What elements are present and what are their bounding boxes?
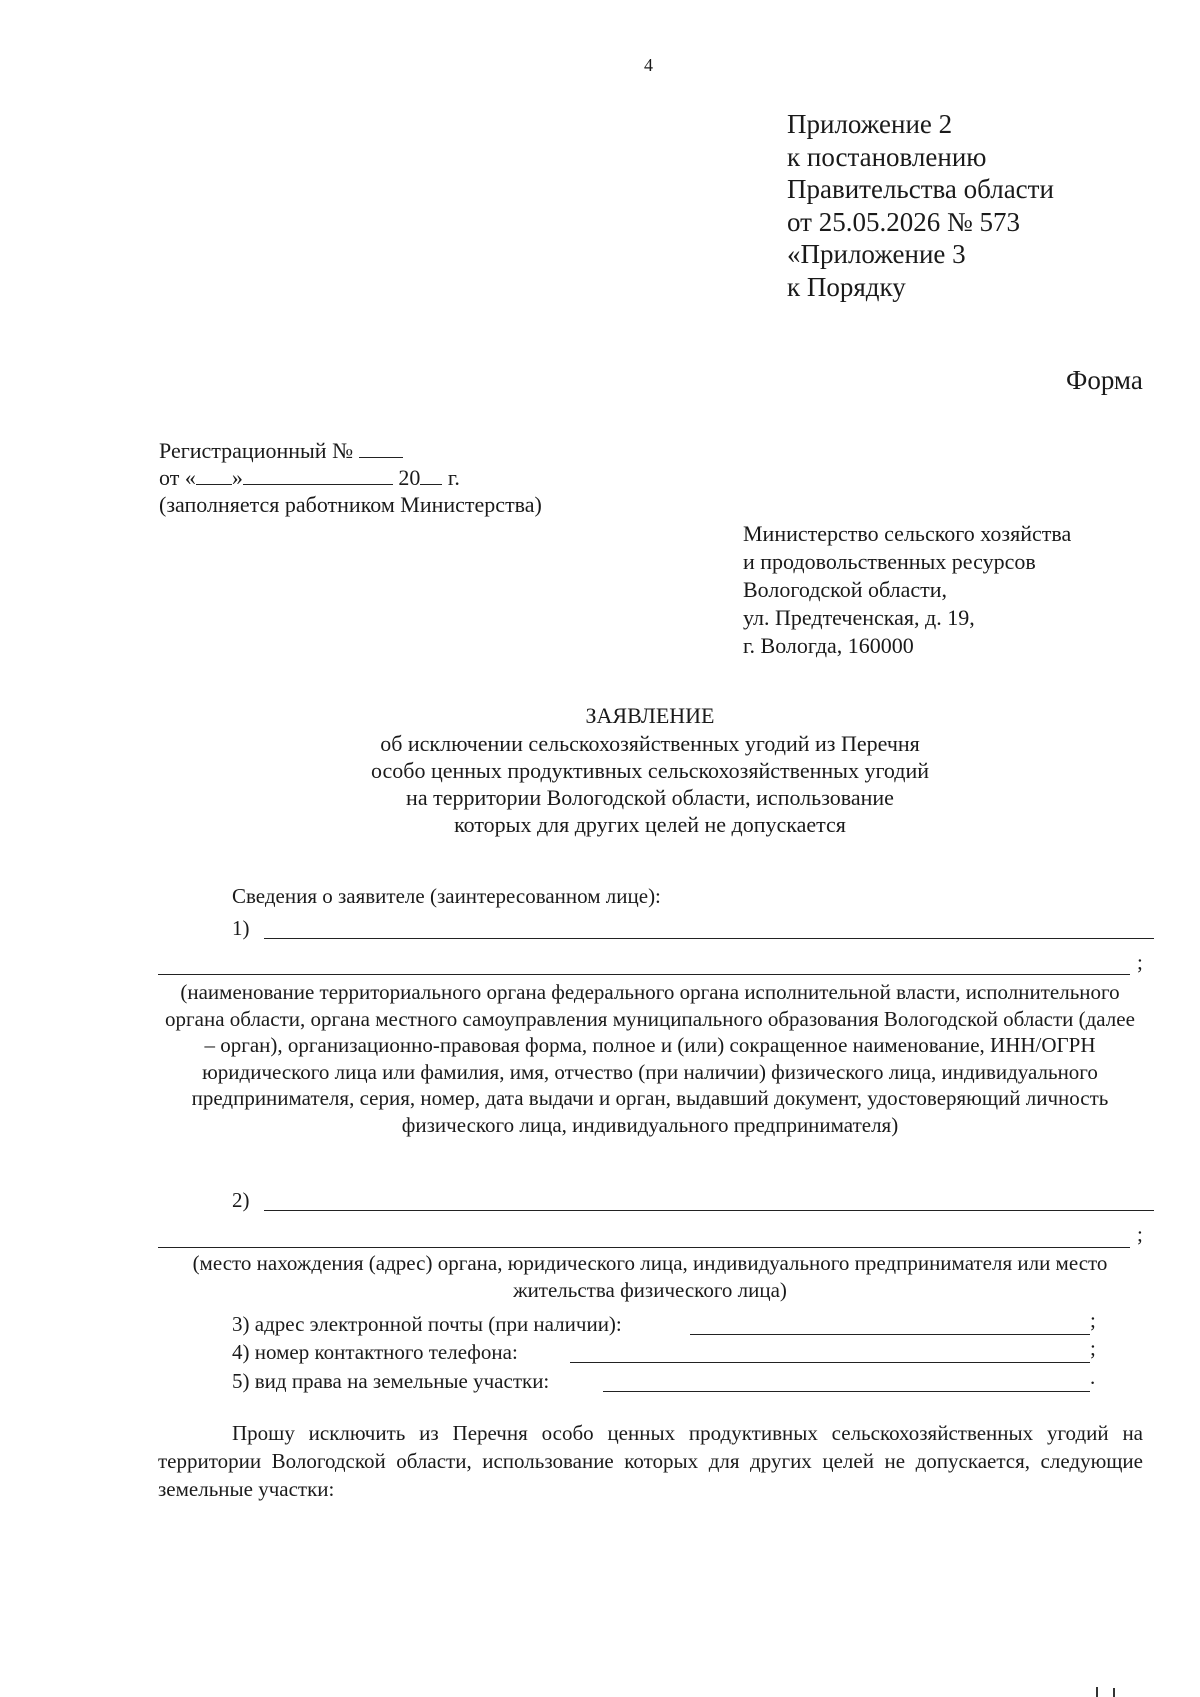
- item1-semicolon: ;: [1137, 950, 1143, 974]
- item2-number: 2): [232, 1188, 250, 1212]
- registration-number-blank: [359, 456, 403, 458]
- applicant-section-label: Сведения о заявителе (заинтересованном лице):: [232, 884, 661, 908]
- item4-label: 4) номер контактного телефона:: [232, 1340, 518, 1364]
- subtitle-line-2: особо ценных продуктивных сельскохозяйственных угодий: [370, 758, 930, 783]
- registration-block: [159, 437, 542, 518]
- item4-semicolon: ;: [1090, 1336, 1096, 1360]
- subtitle-line-4: которых для других целей не допускается: [454, 812, 846, 837]
- request-paragraph: [158, 1419, 1143, 1503]
- item3-label: 3) адрес электронной почты (при наличии):: [232, 1312, 622, 1336]
- subtitle-line-3: на территории Вологодской области, использование: [406, 785, 894, 810]
- addressee-line-2: и продовольственных ресурсов: [743, 549, 1036, 574]
- addressee-line-3: Вологодской области,: [743, 577, 948, 602]
- appendix-line-1: Приложение 2: [787, 109, 953, 139]
- item2-blank-line-1[interactable]: [264, 1210, 1154, 1211]
- land-right-blank[interactable]: [603, 1391, 1090, 1392]
- phone-blank[interactable]: [570, 1362, 1090, 1363]
- request-paragraph-text: Прошу исключить из Перечня особо ценных продуктивных сельскохозяйственных угодий на территории Вологодской области, использование которых для других целей не допускается, следующие земельные участки:: [158, 1421, 1143, 1501]
- date-day-blank: [196, 483, 232, 485]
- item1-hint: (наименование территориального органа федерального органа исполнительной власти, исполнительного органа области, органа местного самоуправления муниципального образования Вологодской области (далее – орган), организационно-правовая форма, полное и (или) сокращенное наименование, ИНН/ОГРН юридического лица или фамилия, имя, отчество (при наличии) физического лица, индивидуального предпринимателя, серия, номер, дата выдачи и орган, выдавший документ, удостоверяющий личность физического лица, индивидуального предпринимателя): [165, 980, 1135, 1137]
- item2-blank-line-2[interactable]: [158, 1247, 1130, 1248]
- item5-label: 5) вид права на земельные участки:: [232, 1369, 550, 1393]
- subtitle-line-1: об исключении сельскохозяйственных угодий из Перечня: [380, 731, 920, 756]
- addressee-block: [743, 520, 1071, 660]
- item1-blank-line-2[interactable]: [158, 974, 1130, 975]
- appendix-line-4: от 25.05.2026 № 573: [787, 206, 1020, 237]
- document-title: ЗАЯВЛЕНИЕ: [585, 703, 715, 728]
- item5-period: .: [1090, 1365, 1096, 1389]
- page-number: 4: [644, 55, 653, 75]
- appendix-line-6: к Порядку: [787, 271, 906, 302]
- scan-mark-1: [1096, 1687, 1098, 1697]
- date-month-blank: [243, 483, 393, 485]
- scan-mark-2: [1113, 1688, 1115, 1697]
- appendix-line-2: к постановлению: [787, 141, 987, 172]
- item1-blank-line-1[interactable]: [264, 938, 1154, 939]
- addressee-line-4: ул. Предтеченская, д. 19,: [743, 605, 975, 630]
- year-prefix: 20: [398, 465, 421, 490]
- item2-hint: (место нахождения (адрес) органа, юридического лица, индивидуального предпринимателя или место жительства физического лица): [192, 1251, 1108, 1302]
- registration-number-row: [159, 437, 542, 464]
- year-blank: [420, 483, 442, 485]
- date-mid: »: [231, 465, 243, 490]
- form-label: Форма: [1066, 365, 1143, 395]
- item3-semicolon: ;: [1090, 1308, 1096, 1332]
- appendix-line-3: Правительства области: [787, 174, 1054, 204]
- document-subtitle: [0, 730, 1200, 838]
- appendix-header: [787, 108, 1054, 303]
- email-blank[interactable]: [690, 1334, 1090, 1335]
- item2-semicolon: ;: [1137, 1222, 1143, 1246]
- addressee-line-5: г. Вологда, 160000: [743, 633, 914, 658]
- registration-number-label: Регистрационный №: [159, 438, 354, 463]
- registration-note: (заполняется работником Министерства): [159, 492, 542, 517]
- date-prefix: от «: [159, 465, 196, 490]
- registration-date-row: [159, 464, 542, 491]
- item1-number: 1): [232, 916, 250, 940]
- addressee-line-1: Министерство сельского хозяйства: [743, 521, 1072, 546]
- appendix-line-5: «Приложение 3: [787, 239, 966, 269]
- year-suffix: г.: [447, 465, 460, 490]
